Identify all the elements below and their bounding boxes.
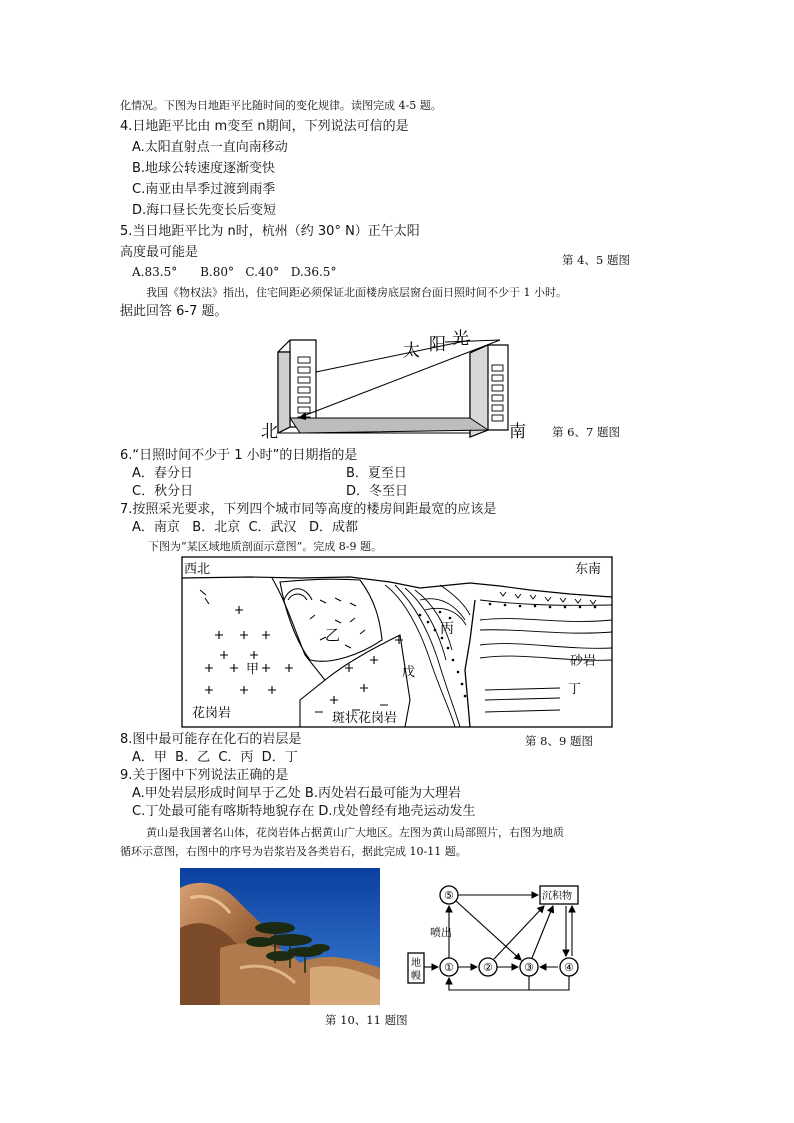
intro-10-11-b: 循环示意图，右图中的序号为岩浆岩及各类岩石，据此完成 10-11 题。 bbox=[120, 845, 467, 858]
q6-option-c: C．秋分日 bbox=[132, 484, 194, 499]
intro-6-7: 我国《物权法》指出，住宅间距必须保证北面楼房底层窗台面日照时间不少于 1 小时。 bbox=[146, 286, 567, 299]
label-bing: 丙 bbox=[440, 621, 454, 637]
label-yi: 乙 bbox=[325, 626, 341, 644]
q5-stem: 5.当日地距平比为 n时，杭州（约 30° N）正午太阳 bbox=[120, 224, 420, 239]
intro-8-9: 下图为“某区域地质剖面示意图”。完成 8-9 题。 bbox=[148, 540, 382, 553]
q8-options: A．甲 B．乙 C．丙 D．丁 bbox=[132, 750, 298, 765]
label-sun-1: 太 bbox=[403, 341, 420, 361]
caption-4-5: 第 4、5 题图 bbox=[562, 253, 630, 267]
label-south: 南 bbox=[509, 422, 526, 442]
label-ding: 丁 bbox=[568, 682, 582, 697]
label-granite: 花岗岩 bbox=[192, 706, 232, 721]
label-mantle-1: 地 bbox=[411, 958, 421, 969]
label-north: 北 bbox=[261, 422, 278, 442]
q9-options-ab: A.甲处岩层形成时间早于乙处 B.丙处岩石最可能为大理岩 bbox=[132, 786, 461, 801]
q4-option-a: A.太阳直射点一直向南移动 bbox=[132, 140, 288, 155]
q8-stem: 8.图中最可能存在化石的岩层是 bbox=[120, 732, 302, 747]
q7-stem: 7.按照采光要求，下列四个城市同等高度的楼房间距最宽的应该是 bbox=[120, 502, 497, 517]
label-node-4: ④ bbox=[564, 961, 574, 974]
label-node-5: ⑤ bbox=[444, 889, 454, 902]
q6-option-a: A．春分日 bbox=[132, 466, 193, 481]
label-erupt: 喷出 bbox=[430, 926, 452, 939]
label-sun-2: 阳 bbox=[429, 335, 446, 355]
q4-option-d: D.海口昼长先变长后变短 bbox=[132, 203, 277, 218]
q9-stem: 9.关于图中下列说法正确的是 bbox=[120, 768, 289, 783]
label-southeast: 东南 bbox=[575, 562, 602, 577]
q4-stem: 4.日地距平比由 m变至 n期间，下列说法可信的是 bbox=[120, 119, 409, 134]
q5-options: A.83.5° B.80° C.40° D.36.5° bbox=[132, 265, 337, 279]
q6-option-d: D．冬至日 bbox=[346, 484, 409, 499]
intro-4-5: 化情况。下图为日地距平比随时间的变化规律。读图完成 4-5 题。 bbox=[120, 99, 442, 112]
label-node-2: ② bbox=[483, 961, 493, 974]
q4-option-c: C.南亚由旱季过渡到雨季 bbox=[132, 182, 276, 197]
label-sediment: 沉积物 bbox=[542, 891, 572, 902]
q7-options: A．南京 B．北京 C．武汉 D．成都 bbox=[132, 520, 358, 535]
q6-option-b: B．夏至日 bbox=[346, 466, 407, 481]
caption-10-11: 第 10、11 题图 bbox=[325, 1013, 408, 1027]
label-mantle-2: 幔 bbox=[411, 971, 421, 982]
label-jia: 甲 bbox=[246, 662, 260, 677]
label-wu: 戊 bbox=[402, 665, 416, 680]
intro-10-11-a: 黄山是我国著名山体，花岗岩体占据黄山广大地区。左图为黄山局部照片，右图为地质 bbox=[146, 826, 564, 839]
caption-6-7: 第 6、7 题图 bbox=[552, 425, 620, 439]
label-node-1: ① bbox=[444, 961, 454, 974]
label-northwest: 西北 bbox=[184, 562, 211, 577]
caption-8-9: 第 8、9 题图 bbox=[525, 734, 593, 748]
q9-options-cd: C.丁处最可能有喀斯特地貌存在 D.戊处曾经有地壳运动发生 bbox=[132, 804, 476, 819]
q6-stem: 6.“日照时间不少于 1 小时”的日期指的是 bbox=[120, 448, 358, 463]
q4-option-b: B.地球公转速度逐渐变快 bbox=[132, 161, 276, 176]
label-sandstone: 砂岩 bbox=[570, 654, 597, 669]
q5-stem-2: 高度最可能是 bbox=[120, 245, 199, 260]
label-porphyry-granite: 斑状花岗岩 bbox=[332, 711, 398, 726]
label-node-3: ③ bbox=[524, 961, 534, 974]
intro-6-7-b: 据此回答 6-7 题。 bbox=[120, 304, 228, 319]
label-sun-3: 光 bbox=[452, 329, 469, 349]
